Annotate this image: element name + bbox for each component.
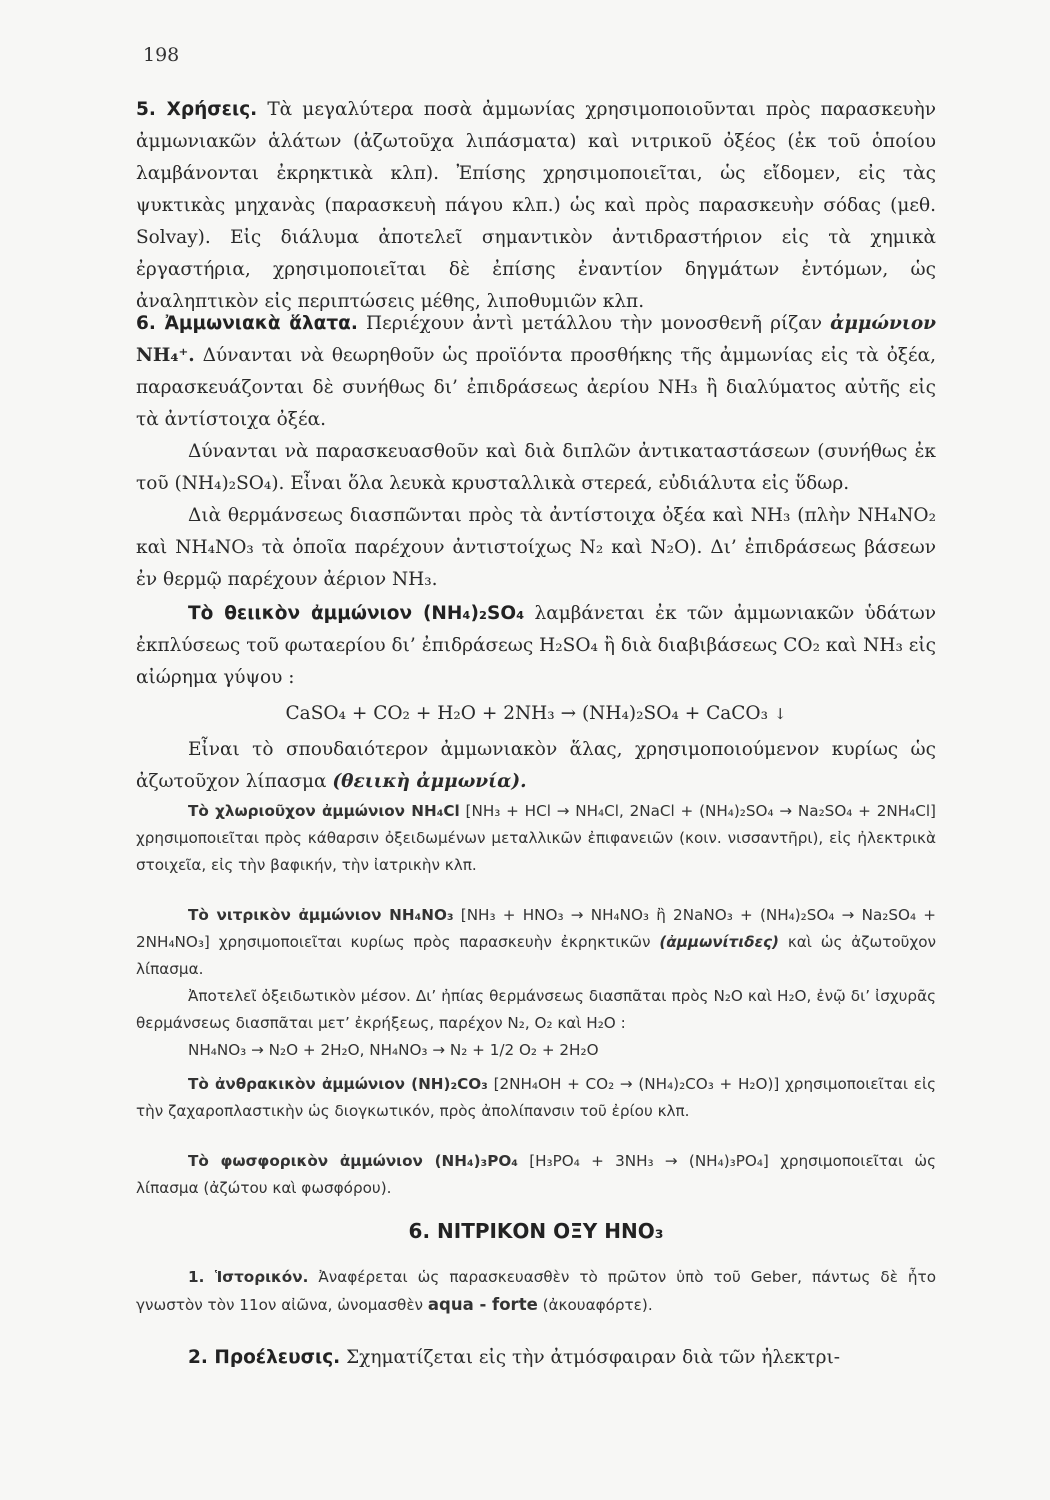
- origin-section: [136, 1342, 936, 1374]
- nitrate-heading: Τὸ νιτρικὸν ἀμμώνιον NH₄NO₃: [188, 906, 454, 924]
- uses-heading: 5. Χρήσεις.: [136, 99, 258, 120]
- uses-section: [136, 94, 936, 318]
- salts-section: [136, 308, 936, 596]
- uses-text: Τὰ μεγαλύτερα ποσὰ ἀμμωνίας χρησιμοποιοῦνται πρὸς παρασκευὴν ἀμμωνιακῶν ἁλάτων (ἀζωτοῦχα λιπάσματα) καὶ νιτρικοῦ ὀξέος (ἐκ τοῦ ὁποίου λαμβάνονται ἐκρηκτικὰ κλπ). Ἐπίσης χρησιμοποιεῖται, ὡς εἴδομεν, εἰς τὰς ψυκτικὰς μηχανὰς (παρασκευὴ πάγου κλπ.) ὡς καὶ πρὸς παρασκευὴν σόδας (μεθ. Solvay). Εἰς διάλυμα ἀποτελεῖ σημαντικὸν ἀντιδραστήριον εἰς τὰ χημικὰ ἐργαστήρια, χρησιμοποιεῖται δὲ ἐπίσης ἐναντίον δηγμάτων ἐντόμων, ὡς ἀναληπτικὸν εἰς περιπτώσεις μέθης, λιποθυμιῶν κλπ.: [136, 99, 936, 312]
- sulfate-heading: Τὸ θειικὸν ἀμμώνιον (NH₄)₂SO₄: [188, 603, 525, 624]
- carbonate-text: [2NH₄OH + CO₂ → (NH₄)₂CO₃ + H₂O)] χρησιμοποιεῖται εἰς τὴν ζαχαροπλαστικὴν ὡς διογκωτικόν, πρὸς ἀπολίπανσιν τοῦ ἐρίου κλπ.: [136, 1075, 936, 1120]
- chloride-section: [136, 798, 936, 879]
- history-section: [136, 1264, 936, 1319]
- sulfate-equation: CaSO₄ + CO₂ + H₂O + 2NH₃ → (NH₄)₂SO₄ + CaCO₃: [285, 703, 768, 724]
- salts-heading: 6. Ἀμμωνιακὰ ἅλατα.: [136, 313, 358, 334]
- nitrate-section: [136, 902, 936, 1064]
- radical-formula: NH₄⁺.: [136, 345, 195, 366]
- salts-paragraph-2: Δύνανται νὰ παρασκευασθοῦν καὶ διὰ διπλῶν ἀντικαταστάσεων (συνήθως ἐκ τοῦ (NH₄)₂SO₄). Εἶναι ὅλα λευκὰ κρυσταλλικὰ στερεά, εὐδιάλυτα εἰς ὕδωρ.: [136, 441, 936, 494]
- history-text-2: (ἀκουαφόρτε).: [542, 1296, 653, 1314]
- nitrate-paragraph-2: Ἀποτελεῖ ὀξειδωτικὸν μέσον. Δι’ ἠπίας θερμάνσεως διασπᾶται πρὸς N₂O καὶ H₂O, ἐνῷ δι’ ἰσχυρᾶς θερμάνσεως διασπᾶται μετ’ ἐκρήξεως, παρέχον N₂, O₂ καὶ H₂O :: [136, 987, 936, 1032]
- carbonate-heading: Τὸ ἀνθρακικὸν ἀμμώνιον (NH)₂CO₃: [188, 1075, 488, 1093]
- history-text: Ἀναφέρεται ὡς παρασκευασθὲν τὸ πρῶτον ὑπὸ τοῦ Geber, πάντως δὲ ἦτο γνωστὸν τὸν 11ον αἰῶνα, ὠνομασθὲν: [136, 1268, 936, 1314]
- phosphate-heading: Τὸ φωσφορικὸν ἀμμώνιον (NH₄)₃PO₄: [188, 1152, 518, 1170]
- chloride-text: [NH₃ + HCl → NH₄Cl, 2NaCl + (NH₄)₂SO₄ → Na₂SO₄ + 2NH₄Cl] χρησιμοποιεῖται πρὸς κάθαρσιν ὀξειδωμένων μεταλλικῶν ἐπιφανειῶν (κοιν. νισσαντῆρι), εἰς ἠλεκτρικὰ στοιχεῖα, εἰς τὴν βαφικήν, τὴν ἰατρικὴν κλπ.: [136, 802, 936, 874]
- phosphate-text: [H₃PO₄ + 3NH₃ → (NH₄)₃PO₄] χρησιμοποιεῖται ὡς λίπασμα (ἀζώτου καὶ φωσφόρου).: [136, 1152, 936, 1197]
- sulfate-text-2: Εἶναι τὸ σπουδαιότερον ἀμμωνιακὸν ἅλας, χρησιμοποιούμενον κυρίως ὡς ἀζωτοῦχον λίπασμα: [136, 739, 936, 792]
- precipitate-arrow-icon: ↓: [773, 705, 787, 723]
- salts-text-2: Δύνανται νὰ θεωρηθοῦν ὡς προϊόντα προσθήκης τῆς ἀμμωνίας εἰς τὰ ὀξέα, παρασκευάζονται δὲ συνήθως δι’ ἐπιδράσεως ἀερίου NH₃ ἢ διαλύματος αὐτῆς εἰς τὰ ἀντίστοιχα ὀξέα.: [136, 345, 936, 430]
- history-heading: 1. Ἱστορικόν.: [188, 1268, 309, 1286]
- carbonate-section: [136, 1071, 936, 1125]
- nitrate-text-2: καὶ ὡς ἀζωτοῦχον λίπασμα.: [136, 933, 937, 978]
- salts-paragraph-3: Διὰ θερμάνσεως διασπῶνται πρὸς τὰ ἀντίστοιχα ὀξέα καὶ NH₃ (πλὴν NH₄NO₂ καὶ NH₄NO₃ τὰ ὁποῖα παρέχουν ἀντιστοίχως N₂ καὶ N₂O). Δι’ ἐπιδράσεως βάσεων ἐν θερμῷ παρέχουν ἀέριον NH₃.: [136, 505, 936, 590]
- sulfate-term: (θειικὴ ἀμμωνία).: [332, 771, 527, 792]
- salts-text: Περιέχουν ἀντὶ μετάλλου τὴν μονοσθενῆ ρίζαν: [366, 313, 822, 334]
- chapter-title: 6. ΝΙΤΡΙΚΟΝ ΟΞΥ ΗΝΟ₃: [408, 1219, 664, 1243]
- nitrate-equation: NH₄NO₃ → N₂O + 2H₂O, NH₄NO₃ → N₂ + 1/2 O₂ + 2H₂O: [188, 1041, 599, 1059]
- page-number: 198: [143, 44, 180, 66]
- radical-term: ἀμμώνιον: [830, 313, 937, 334]
- history-term: aqua - forte: [427, 1295, 538, 1314]
- sulfate-text: λαμβάνεται ἐκ τῶν ἀμμωνιακῶν ὑδάτων ἐκπλύσεως τοῦ φωταερίου δι’ ἐπιδράσεως H₂SO₄ ἢ διὰ διαβιβάσεως CO₂ καὶ NH₃ εἰς αἰώρημα γύψου :: [136, 603, 936, 688]
- nitrate-term: (ἀμμωνίτιδες): [659, 933, 779, 951]
- nitrate-text: [NH₃ + HNO₃ → NH₄NO₃ ἢ 2NaNO₃ + (NH₄)₂SO₄ → Na₂SO₄ + 2NH₄NO₃] χρησιμοποιεῖται κυρίως πρὸς παρασκευὴν ἐκρηκτικῶν: [136, 906, 937, 951]
- chloride-heading: Τὸ χλωριοῦχον ἀμμώνιον NH₄Cl: [188, 802, 460, 820]
- origin-heading: 2. Προέλευσις.: [188, 1347, 341, 1368]
- origin-text: Σχηματίζεται εἰς τὴν ἀτμόσφαιραν διὰ τῶν ἠλεκτρι-: [346, 1347, 840, 1368]
- sulfate-section: [136, 598, 936, 798]
- phosphate-section: [136, 1148, 936, 1202]
